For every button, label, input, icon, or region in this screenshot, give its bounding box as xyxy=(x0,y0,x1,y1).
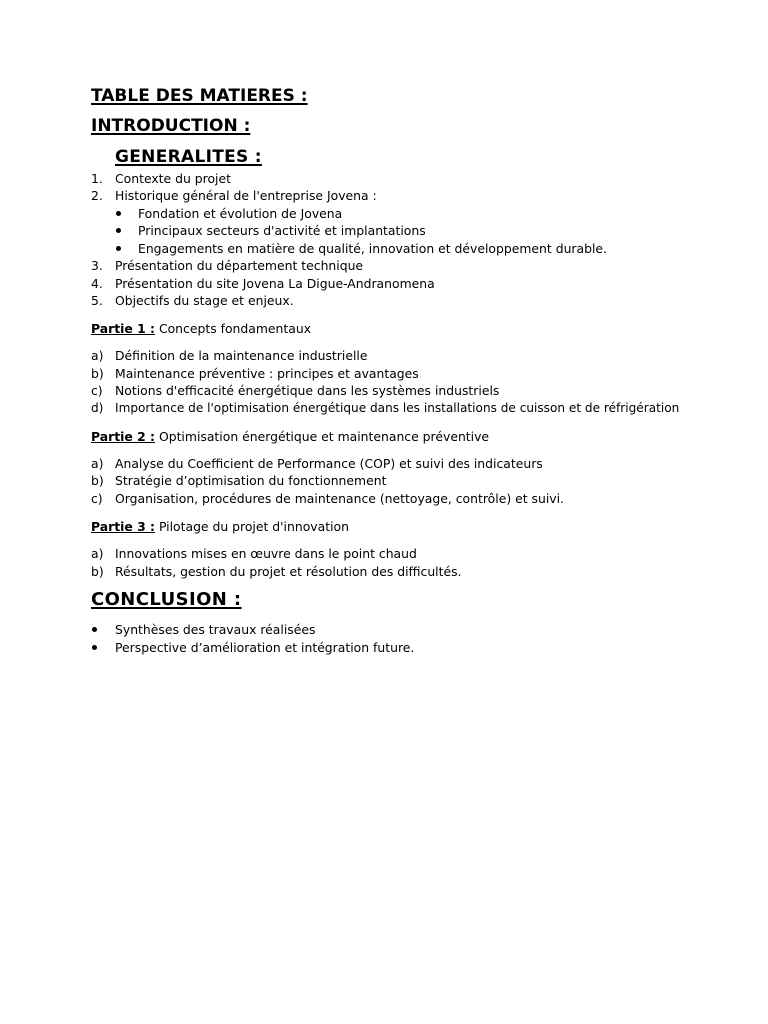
list-marker: b) xyxy=(91,366,104,381)
list-item-text: Analyse du Coefficient de Performance (COP) et suivi des indicateurs xyxy=(115,456,543,471)
introduction-heading: INTRODUCTION : xyxy=(91,116,251,136)
bullet-icon xyxy=(116,228,121,233)
list-marker: a) xyxy=(91,348,104,363)
partie-title: Concepts fondamentaux xyxy=(158,321,312,336)
partie-title: Pilotage du projet d'innovation xyxy=(158,519,349,534)
partie-2-heading xyxy=(91,428,489,445)
list-marker: b) xyxy=(91,564,104,579)
partie-label: Partie 2 : xyxy=(91,429,155,444)
bullet-icon xyxy=(116,211,121,216)
list-item-text: Présentation du département technique xyxy=(115,258,364,273)
bullet-text: Perspective d’amélioration et intégration future. xyxy=(115,640,415,655)
partie-label: Partie 1 : xyxy=(91,321,155,336)
list-item-text: Stratégie d’optimisation du fonctionnement xyxy=(115,473,387,488)
list-item-text: Innovations mises en œuvre dans le point chaud xyxy=(115,546,417,561)
list-marker: b) xyxy=(91,473,104,488)
generalites-heading: GENERALITES : xyxy=(115,147,262,167)
list-marker: 5. xyxy=(91,293,103,308)
list-item-text: Résultats, gestion du projet et résolution des difficultés. xyxy=(115,564,462,579)
bullet-icon xyxy=(92,627,97,632)
list-marker: c) xyxy=(91,383,103,398)
partie-label: Partie 3 : xyxy=(91,519,155,534)
sub-bullet-text: Principaux secteurs d'activité et implantations xyxy=(138,223,426,238)
list-item-text: Présentation du site Jovena La Digue-Andranomena xyxy=(115,276,435,291)
sub-bullet-text: Fondation et évolution de Jovena xyxy=(138,206,343,221)
list-marker: 3. xyxy=(91,258,103,273)
list-marker: 2. xyxy=(91,188,103,203)
list-marker: a) xyxy=(91,546,104,561)
list-marker: d) xyxy=(91,401,104,415)
bullet-text: Synthèses des travaux réalisées xyxy=(115,622,316,637)
partie-title: Optimisation énergétique et maintenance préventive xyxy=(158,429,490,444)
list-marker: c) xyxy=(91,491,103,506)
toc-title: TABLE DES MATIERES : xyxy=(91,86,308,106)
list-marker: 1. xyxy=(91,171,103,186)
sub-bullet-text: Engagements en matière de qualité, innovation et développement durable. xyxy=(138,241,607,256)
list-marker: a) xyxy=(91,456,104,471)
partie-1-heading xyxy=(91,320,311,337)
list-item-text: Historique général de l'entreprise Jovena : xyxy=(115,188,377,203)
bullet-icon xyxy=(92,645,97,650)
list-item-text: Notions d'efficacité énergétique dans les systèmes industriels xyxy=(115,383,500,398)
bullet-icon xyxy=(116,246,121,251)
list-item-text: Maintenance préventive : principes et avantages xyxy=(115,366,419,381)
list-item-text: Contexte du projet xyxy=(115,171,231,186)
partie-3-heading xyxy=(91,518,349,535)
list-item-text: Organisation, procédures de maintenance (nettoyage, contrôle) et suivi. xyxy=(115,491,564,506)
conclusion-heading: CONCLUSION : xyxy=(91,589,242,610)
list-marker: 4. xyxy=(91,276,103,291)
list-item-text: Importance de l'optimisation énergétique dans les installations de cuisson et de réfrigération xyxy=(115,401,680,415)
list-item-text: Définition de la maintenance industrielle xyxy=(115,348,368,363)
list-item-text: Objectifs du stage et enjeux. xyxy=(115,293,294,308)
